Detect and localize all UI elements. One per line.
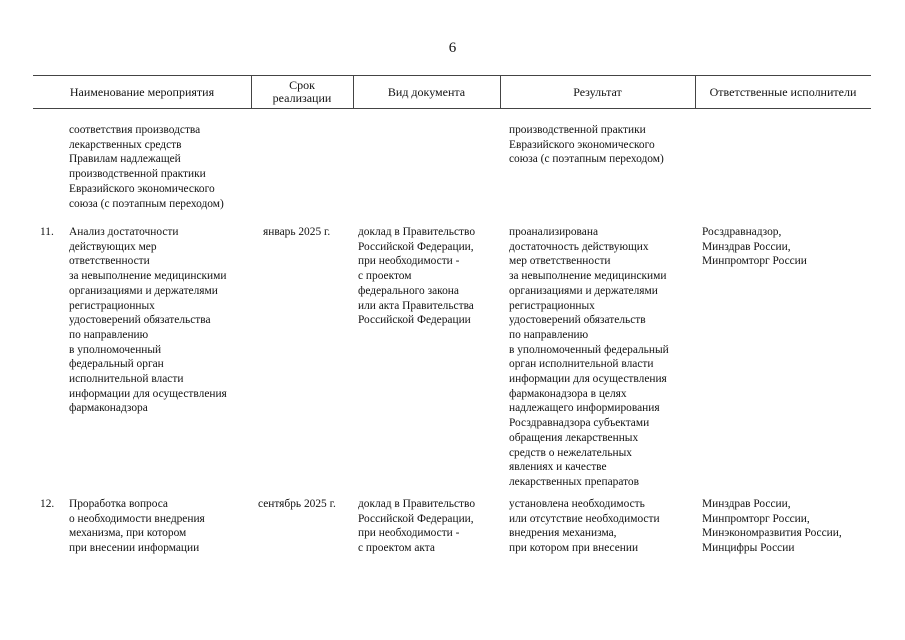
- row-2-deadline: сентябрь 2025 г.: [258, 498, 336, 510]
- header-responsible: Ответственные исполнители: [709, 84, 857, 99]
- row-0-result: производственной практики Евразийского экономического союза (с поэтапным переходом): [509, 124, 664, 166]
- row-2-number: 12.: [40, 498, 55, 510]
- header-result: Результат: [573, 84, 622, 99]
- row-2-result: установлена необходимость или отсутствие необходимости внедрения механизма, при котором при внесении: [509, 498, 660, 555]
- row-1-responsible: Росздравнадзор, Минздрав России, Минпромторг России: [702, 226, 807, 268]
- row-2-responsible: Минздрав России, Минпромторг России, Минэкономразвития России, Минцифры России: [702, 498, 842, 555]
- row-1-result: проанализирована достаточность действующих мер ответственности за невыполнение медицинскими организациями и держателями регистрационных удостоверений обязательств по направлению в уполномоченный федеральный орган исполнительной власти информации для осуществления фармаконадзора в целях надлежащего информирования Росздравнадзора субъектами обращения лекарственных средств о нежелательных явлениях и качестве лекарственных препаратов: [509, 226, 669, 488]
- row-1-doc-type: доклад в Правительство Российской Федерации, при необходимости - с проектом федерального закона или акта Правительства Российской Федерации: [358, 226, 476, 327]
- row-2-doc-type: доклад в Правительство Российской Федерации, при необходимости - с проектом акта: [358, 498, 476, 555]
- row-1-deadline: январь 2025 г.: [263, 226, 331, 238]
- table-header: [33, 75, 871, 109]
- row-1-name: Анализ достаточности действующих мер ответственности за невыполнение медицинскими организациями и держателями регистрационных удостоверений обязательства по направлению в уполномоченный федеральный орган исполнительной власти информации для осуществления фармаконадзора: [69, 226, 227, 415]
- header-deadline: Срок реализации: [272, 78, 332, 105]
- measures-table: [33, 75, 871, 109]
- header-doc-type: Вид документа: [387, 84, 466, 99]
- page-number: 6: [448, 40, 457, 56]
- row-2-name: Проработка вопроса о необходимости внедрения механизма, при котором при внесении информации: [69, 498, 205, 555]
- row-1-number: 11.: [40, 226, 54, 238]
- row-0-name: соответствия производства лекарственных средств Правилам надлежащей производственной практики Евразийского экономического союза (с поэтапным переходом): [69, 124, 224, 210]
- header-name: Наименование мероприятия: [69, 84, 215, 99]
